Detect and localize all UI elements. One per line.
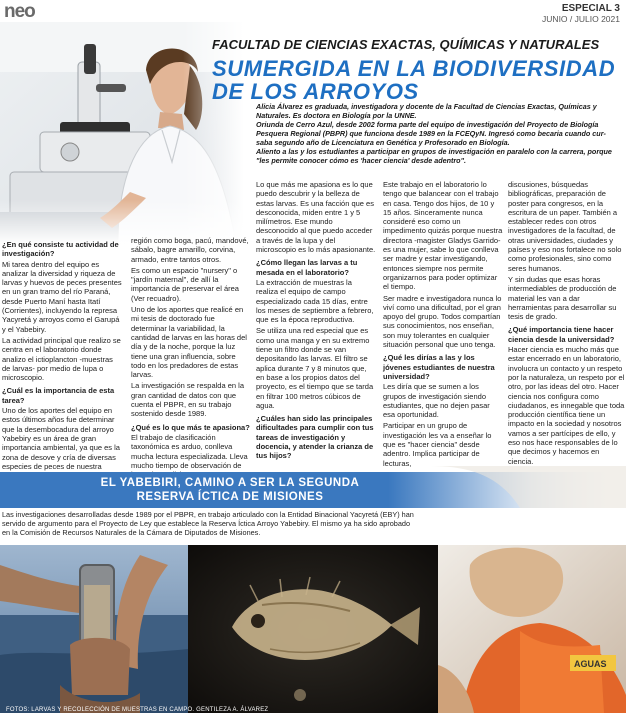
paragraph: Lo que más me apasiona es lo que puedo descubrir y la belleza de estas larvas. Es una facción que es desconocida, miden entre 1 y 5 milímetros. Ese mundo desconocido al que puedo acceder a través de la lupa y del microscopio es lo más apasionante. <box>256 180 376 255</box>
intro-line: "les permite conocer cómo es 'hacer ciencia' desde adentro". <box>256 156 466 165</box>
fieldwork-photos <box>0 545 626 713</box>
faculty-heading: FACULTAD DE CIENCIAS EXACTAS, QUÍMICAS Y NATURALES <box>212 37 600 52</box>
paragraph: Este trabajo en el laboratorio lo tengo que balancear con el trabajo en casa. Tengo dos hijos, de 10 y 15 años. Sinceramente nunca consideré eso como un impedimento quizás porque nuestra directora -magister Gladys Garrido- es una mujer, sabe lo que conlleva ser madre y estar investigando, entonces siempre nos permite organizarnos para poder optimizar el tiempo. <box>383 180 503 292</box>
paragraph: discusiones, búsquedas bibliográficas, preparación de poster para congresos, en la escritura de un paper. También a establecer redes con otros investigadores de la facultad, de otras universidades, ciudades y países y eso nos fortalece no solo como profesionales, sino como seres humanos. <box>508 180 622 273</box>
interview-question: ¿En qué consiste tu actividad de investigación? <box>2 240 119 259</box>
box-text-line: servido de argumento para el Proyecto de Ley que establece la Reserva Íctica Arroyo Yabebiry. El mismo ya ha sido aprobado <box>2 519 411 529</box>
logo-word: neo <box>4 1 35 22</box>
intro-line: Alicia Álvarez es graduada, investigadora y docente de la Facultad de Ciencias Exactas, Químicas y <box>256 102 597 111</box>
intro-line: Pesquera Regional (PBPR) que funciona desde 1989 en la FCEQyN. Ingresó como becaria cuando cur- <box>256 129 606 138</box>
paragraph: La extracción de muestras la realiza el equipo de campo especializado cada 15 días, entre los meses de septiembre a febrero, que es la época reproductiva. <box>256 277 374 325</box>
box-text-line: Las investigaciones desarrolladas desde 1989 por el PBPR, en trabajo articulado con la Entidad Binacional Yacyretá (EBY) han <box>2 510 414 519</box>
interview-question: ¿Cómo llegan las larvas a tu mesada en el laboratorio? <box>256 258 358 277</box>
intro-line: Naturales. Es doctora en Biología por la UNNE. <box>256 111 417 120</box>
paragraph: Uno de los aportes que realicé en mi tesis de doctorado fue determinar la variabilidad, la cantidad de larvas en las horas del día y de la noche, porque la luz tiene una gran influencia, sobre todo en los predadores de estas larvas. <box>131 305 247 380</box>
intro-line: Aliento a las y los estudiantes a participar en grupos de investigación en paralelo con la carrera, porque <box>256 147 612 156</box>
paragraph: Uno de los aportes del equipo en estos últimos años fue determinar que la desembocadura del arroyo Yabebiry es un área de gran importancia ambiental, ya que es la zona de desove y cría de diversas especies de peces de nuestra <box>2 406 120 471</box>
section-label: ESPECIAL 3 <box>561 3 620 14</box>
paragraph: Mi tarea dentro del equipo es analizar la diversidad y riqueza de larvas y huevos de peces presentes en un gran tramo del río Paraná, desde Puerto Maní hasta Itatí (Corrientes), incluyendo la represa Yacyretá y arroyos como el Garupá y el Yabebiry. <box>2 259 122 334</box>
larva-photo <box>188 545 438 713</box>
article-column-1 <box>2 236 122 473</box>
article-column-5 <box>508 180 625 468</box>
paragraph: La investigación se respalda en la gran cantidad de datos con que cuenta el PBPR, en su trabajo sostenido desde 1989. <box>131 381 244 419</box>
intro-line: saba segundo año de Licenciatura en Genética y Profesorado en Biología. <box>256 138 510 147</box>
paragraph: Es como un espacio "nursery" o "jardín maternal", de allí la importancia de preservar el área (Ver recuadro). <box>131 265 239 303</box>
paragraph: El trabajo de clasificación taxonómica es arduo, conlleva mucha lectura especializada. Lleva mucho tiempo de observación de <box>131 432 248 470</box>
vest-label: AGUAS <box>574 659 607 669</box>
box-title-line-1: EL YABEBIRI, CAMINO A SER LA SEGUNDA <box>100 477 360 489</box>
headline-line-1: SUMERGIDA EN LA BIODIVERSIDAD <box>212 56 616 81</box>
article-column-3 <box>256 180 376 462</box>
box-title-line-2: RESERVA ÍCTICA DE MISIONES <box>136 491 324 503</box>
headline-line-2: DE LOS ARROYOS <box>212 79 419 104</box>
paragraph: región como boga, pacú, mandové, sábalo, bagre amarillo, corvina, armado, entre tantos otros. <box>131 236 249 264</box>
paragraph: Les diría que se sumen a los grupos de investigación siendo estudiantes, que no dejen pasar esa oportunidad. <box>383 382 490 420</box>
intro-line: Oriunda de Cerro Azul, desde 2002 forma parte del equipo de investigación del Proyecto de Biología <box>256 120 599 129</box>
paragraph: La actividad principal que realizo se centra en el laboratorio donde analizo el ictioplancton -muestras de larvas- por medio de lupa o microscopio. <box>2 335 121 383</box>
interview-question: ¿Qué importancia tiene hacer ciencia desde la universidad? <box>508 325 615 344</box>
interview-question: ¿Cuáles han sido las principales dificultades para cumplir con tus tareas de investigación y docencia, y atender la crianza de tus hijos? <box>256 414 374 461</box>
box-text <box>2 510 626 538</box>
paragraph: Se utiliza una red especial que es como una manga y en su extremo tiene un filtro donde se van depositando las larvas. El filtro se aplica durante 7 y 8 minutos que, en base a los propios datos del proyecto, es el tiempo que se tarda en filtrar 100 metros cúbicos de agua. <box>256 326 374 410</box>
sample-collection-photo <box>0 545 188 713</box>
box-text-line: en la Comisión de Recursos Naturales de la Cámara de Diputados de Misiones. <box>2 528 261 538</box>
paragraph: Hacer ciencia es mucho más que estar encerrado en un laboratorio, involucra un contacto y un respeto por la naturaleza, un respeto por el otro, por las ideas del otro. Hacer ciencia nos configura como ciudadanos, es innegable que toda producción científica tiene un impacto en la sociedad y nosotros vamos a ser partícipes de ello, y eso nos hace responsables de lo que decimos y hacemos en ciencia. <box>508 345 625 466</box>
article-intro <box>256 102 624 165</box>
paragraph: Participar en un grupo de investigación les va a enseñar lo que es "hacer ciencia" desde adentro. Implica participar de lecturas, <box>383 421 492 468</box>
article-column-2 <box>131 236 251 481</box>
edition-info <box>542 3 620 24</box>
issue-date: JUNIO / JULIO 2021 <box>542 14 620 24</box>
interview-question: ¿Qué es lo que más te apasiona? <box>131 422 250 432</box>
interview-question: ¿Cuál es la importancia de esta tarea? <box>2 386 115 405</box>
researcher-photo <box>0 22 244 244</box>
field-researcher-photo <box>438 545 626 713</box>
photo-caption: FOTOS: LARVAS Y RECOLECCIÓN DE MUESTRAS EN CAMPO. GENTILEZA A. ÁLVAREZ <box>6 707 269 713</box>
paragraph: Ser madre e investigadora nunca lo viví como una dificultad, por el gran apoyo del grupo. Todos compartían sus conocimientos, nos enseñan, son muy tolerantes en cualquier situación personal que uno tenga. <box>383 293 502 350</box>
box-title-band <box>0 466 626 514</box>
interview-question: ¿Qué les dirías a las y los jóvenes estudiantes de nuestra universidad? <box>383 353 495 381</box>
paragraph: Y sin dudas que esas horas intermediables de producción de material les van a dar herramientas para desarrollar su tesis de grado. <box>508 274 617 322</box>
article-column-4 <box>383 180 503 470</box>
